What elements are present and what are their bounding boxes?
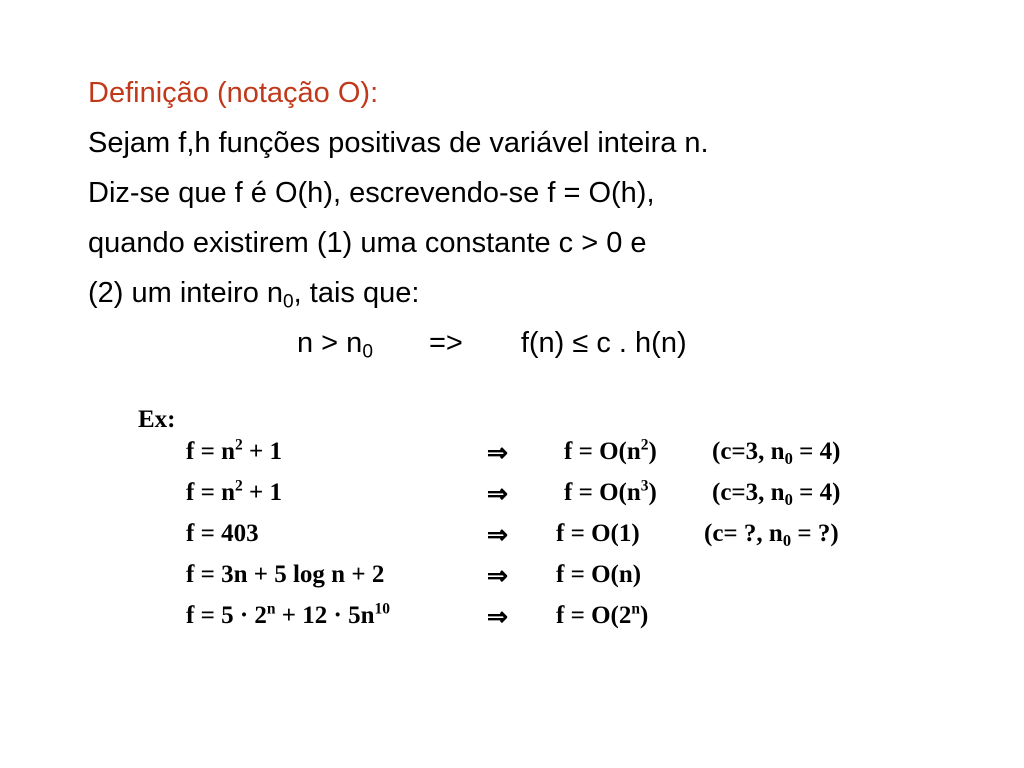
example-rhs: f = O(1) (556, 520, 640, 547)
example-lhs-exponent: 2 (234, 436, 243, 454)
formula-left-text: n > n (297, 327, 363, 359)
implies-arrow-icon: ⇒ (487, 563, 508, 590)
definition-formula (88, 318, 709, 368)
example-note-text: (c= ?, n (704, 520, 783, 547)
example-row (138, 436, 841, 479)
example-rhs-rest: ) (648, 438, 657, 465)
example-rhs-exponent: 2 (640, 436, 649, 454)
example-rhs: f = O(n) (556, 561, 642, 588)
example-rhs-text: f = O(n (564, 438, 641, 465)
definition-line-2: Diz-se que f é O(h), escrevendo-se f = O(h), (88, 177, 655, 209)
example-note (712, 438, 840, 466)
example-note-rest: = 4) (792, 479, 841, 506)
implies-arrow-icon: ⇒ (487, 481, 508, 508)
definition-block (88, 68, 709, 368)
example-rhs (564, 438, 657, 466)
example-lhs (186, 602, 390, 630)
example-lhs-text: f = n (186, 438, 235, 465)
example-note (712, 479, 840, 507)
definition-line-4-rest: , tais que: (293, 277, 420, 309)
example-rhs (564, 479, 657, 507)
definition-line-4 (88, 268, 709, 318)
example-row (138, 477, 841, 520)
example-lhs-exponent: n (266, 600, 276, 618)
example-note-text: (c=3, n (712, 438, 785, 465)
formula-left (297, 318, 373, 368)
example-lhs: f = 3n + 5 log n + 2 (186, 561, 385, 588)
example-rhs-rest: ) (639, 602, 649, 629)
formula-right: f(n) ≤ c . h(n) (520, 327, 687, 359)
definition-line-3: quando existirem (1) uma constante c > 0 e (88, 227, 647, 259)
example-note-rest: = 4) (792, 438, 841, 465)
example-note (704, 520, 839, 548)
example-note-text: (c=3, n (712, 479, 785, 506)
example-lhs-rest: + 1 (242, 479, 282, 506)
example-rhs (556, 602, 648, 630)
example-lhs (186, 479, 282, 507)
example-rhs-text: f = O(n (564, 479, 641, 506)
example-rhs-text: f = O(2 (556, 602, 632, 629)
example-lhs: f = 403 (186, 520, 259, 547)
example-lhs-text: f = n (186, 479, 235, 506)
example-rhs-exponent: 3 (640, 477, 649, 495)
example-rhs-rest: ) (648, 479, 657, 506)
example-row (138, 520, 839, 561)
example-lhs-text: f = 5 · 2 (186, 602, 267, 629)
example-row (138, 561, 642, 602)
example-note-rest: = ?) (791, 520, 839, 547)
example-lhs (186, 438, 282, 466)
example-lhs-exponent: 10 (374, 600, 391, 618)
example-lhs-rest: + 1 (242, 438, 282, 465)
example-note-subscript: 0 (784, 489, 793, 509)
examples-label: Ex: (138, 406, 176, 433)
formula-left-subscript: 0 (362, 341, 373, 363)
formula-implies-arrow: => (428, 327, 463, 359)
implies-arrow-icon: ⇒ (487, 522, 508, 549)
definition-title: Definição (notação O): (88, 77, 379, 109)
definition-line-1: Sejam f,h funções positivas de variável inteira n. (88, 127, 709, 159)
implies-arrow-icon: ⇒ (487, 440, 508, 467)
example-lhs-rest: + 12 · 5n (275, 602, 375, 629)
definition-line-4-subscript: 0 (283, 291, 294, 313)
example-rhs-exponent: n (631, 600, 640, 618)
example-note-subscript: 0 (782, 530, 792, 550)
example-note-subscript: 0 (784, 448, 793, 468)
definition-line-4-text: (2) um inteiro n (88, 277, 284, 309)
implies-arrow-icon: ⇒ (487, 604, 508, 631)
example-lhs-exponent: 2 (234, 477, 243, 495)
